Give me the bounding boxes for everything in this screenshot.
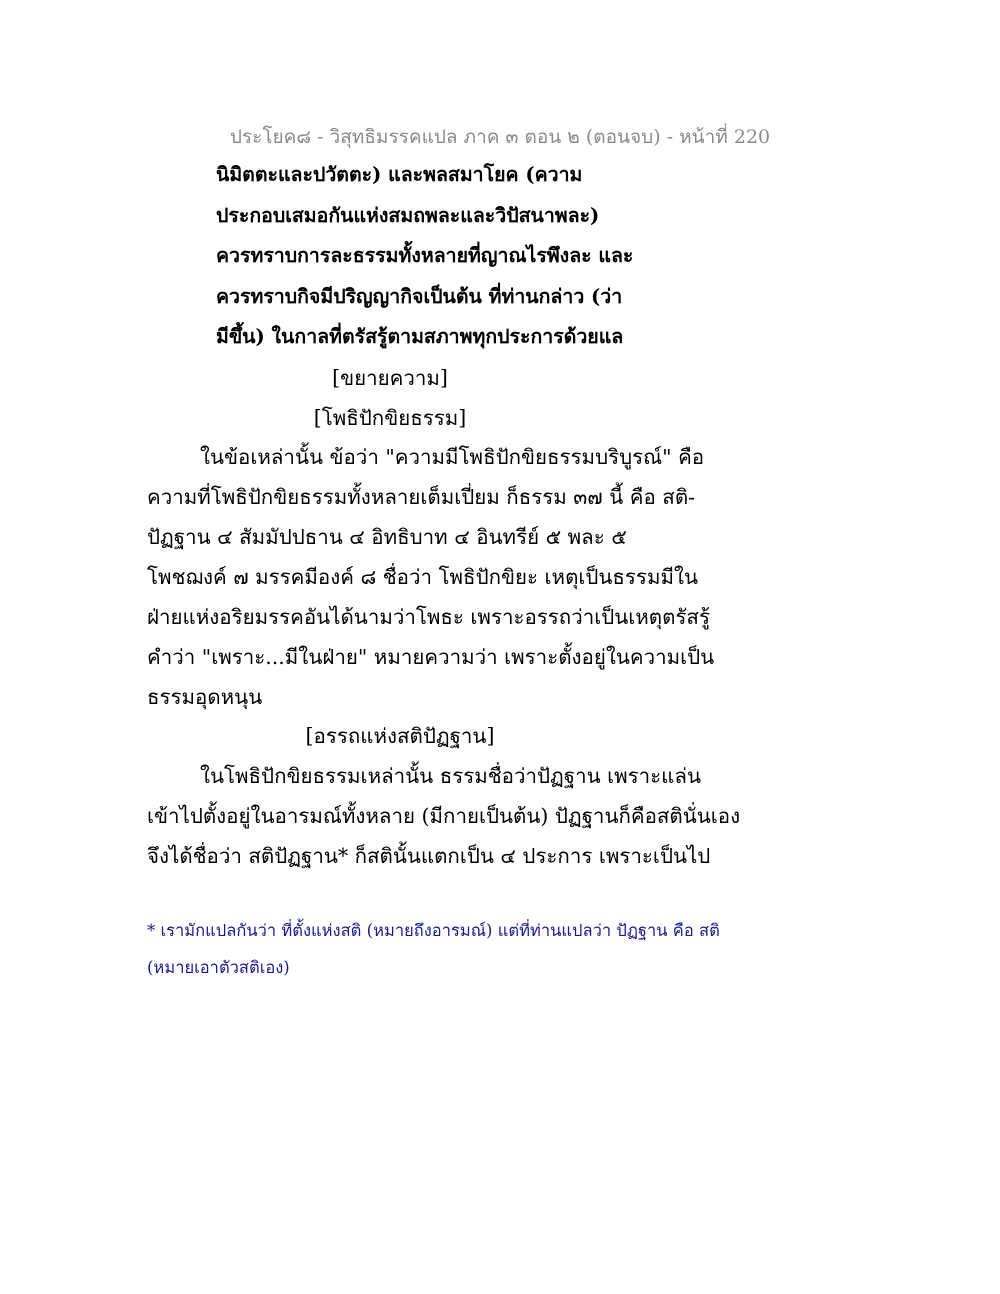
paragraph-line: โพชฌงค์ ๗ มรรคมีองค์ ๘ ชื่อว่า โพธิปักขิยะ เหตุเป็นธรรมมีใน xyxy=(147,565,698,589)
heading-text: [อรรถแห่งสติปัฏฐาน] xyxy=(305,724,495,748)
paragraph-line: ฝ่ายแห่งอริยมรรคอันได้นามว่าโพธะ เพราะอรรถว่าเป็นเหตุตรัสรู้ xyxy=(147,605,710,629)
footnote-line: (หมายเอาตัวสติเอง) xyxy=(147,958,290,977)
paragraph-line: ความที่โพธิปักขิยธรรมทั้งหลายเต็มเปี่ยม ก็ธรรม ๓๗ นี้ คือ สติ- xyxy=(147,485,696,509)
paragraph-line: คำว่า "เพราะ...มีในฝ่าย" หมายความว่า เพราะตั้งอยู่ในความเป็น xyxy=(147,645,715,669)
verse-line: มีขึ้น) ในกาลที่ตรัสรู้ตามสภาพทุกประการด้วยแล xyxy=(216,325,624,348)
paragraph-line: ปัฏฐาน ๔ สัมมัปปธาน ๔ อิทธิบาท ๔ อินทรีย์ ๕ พละ ๕ xyxy=(147,525,627,549)
section-heading-bodhi xyxy=(0,405,1000,431)
section-heading-expand xyxy=(0,365,1000,391)
heading-text: [ขยายความ] xyxy=(332,366,448,390)
paragraph-line: ธรรมอุดหนุน xyxy=(147,685,263,709)
footnote-line: * เรามักแปลกันว่า ที่ตั้งแห่งสติ (หมายถึงอารมณ์) แต่ที่ท่านแปลว่า ปัฏฐาน คือ สติ xyxy=(147,921,720,940)
paragraph-line: เข้าไปตั้งอยู่ในอารมณ์ทั้งหลาย (มีกายเป็นต้น) ปัฏฐานก็คือสตินั่นเอง xyxy=(147,804,741,828)
heading-text: [โพธิปักขิยธรรม] xyxy=(313,406,467,430)
paragraph-line: ในโพธิปักขิยธรรมเหล่านั้น ธรรมชื่อว่าปัฏฐาน เพราะแล่น xyxy=(200,764,701,788)
paragraph-line: ในข้อเหล่านั้น ข้อว่า "ความมีโพธิปักขิยธรรมบริบูรณ์" คือ xyxy=(200,445,705,469)
verse-line: ควรทราบกิจมีปริญญากิจเป็นต้น ที่ท่านกล่าว (ว่า xyxy=(216,285,623,308)
verse-line: ควรทราบการละธรรมทั้งหลายที่ญาณไรพึงละ และ xyxy=(216,244,634,267)
verse-line: นิมิตตะและปวัตตะ) และพลสมาโยค (ความ xyxy=(216,163,583,186)
verse-line: ประกอบเสมอกันแห่งสมถพละและวิปัสนาพละ) xyxy=(216,204,600,227)
section-heading-satipatthana xyxy=(0,723,1000,749)
paragraph-line: จึงได้ชื่อว่า สติปัฏฐาน* ก็สตินั้นแตกเป็น ๔ ประการ เพราะเป็นไป xyxy=(147,844,711,868)
running-header: ประโยค๘ - วิสุทธิมรรคแปล ภาค ๓ ตอน ๒ (ตอนจบ) - หน้าที่ 220 xyxy=(229,126,771,148)
